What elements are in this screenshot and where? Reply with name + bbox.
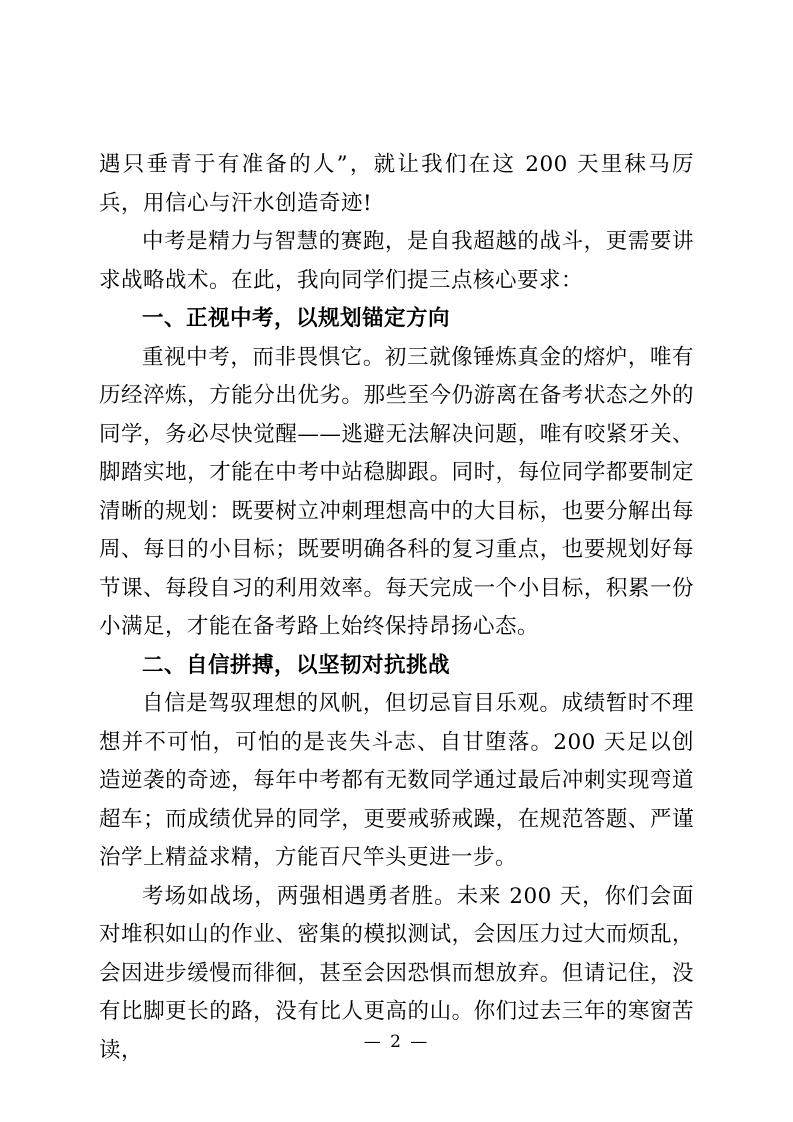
section-heading: 二、自信拼搏，以坚韧对抗挑战 — [142, 652, 451, 678]
paragraph: 考场如战场，两强相遇勇者胜。未来 200 天，你们会面对堆积如山的作业、密集的模拟测试，会因压力过大而烦乱，会因进步缓慢而徘徊，甚至会因恐惧而想放弃。但请记住，没有比脚更长的路，没有比人更高的山。你们过去三年的寒窗苦读， — [99, 883, 694, 1063]
page-number: — 2 — — [363, 1032, 430, 1052]
paragraph: 重视中考，而非畏惧它。初三就像锤炼真金的熔炉，唯有历经淬炼，方能分出优劣。那些至今仍游离在备考状态之外的同学，务必尽快觉醒——逃避无法解决问题，唯有咬紧牙关、脚踏实地，才能在中考中站稳脚跟。同时，每位同学都要制定清晰的规划：既要树立冲刺理想高中的大目标，也要分解出每周、每日的小目标；既要明确各科的复习重点，也要规划好每节课、每段自习的利用效率。每天完成一个小目标，积累一份小满足，才能在备考路上始终保持昂扬心态。 — [99, 344, 694, 639]
paragraph: 自信是驾驭理想的风帆，但切忌盲目乐观。成绩暂时不理想并不可怕，可怕的是丧失斗志、自甘堕落。200 天足以创造逆袭的奇迹，每年中考都有无数同学通过最后冲刺实现弯道超车；而成绩优异的同学，更要戒骄戒躁，在规范答题、严谨治学上精益求精，方能百尺竿头更进一步。 — [99, 691, 694, 870]
paragraph: 遇只垂青于有准备的人”，就让我们在这 200 天里秣马厉兵，用信心与汗水创造奇迹! — [99, 152, 694, 216]
section-heading: 一、正视中考，以规划锚定方向 — [142, 306, 451, 331]
paragraph: 中考是精力与智慧的赛跑，是自我超越的战斗，更需要讲求战略战术。在此，我向同学们提三点核心要求： — [99, 229, 694, 293]
document-body — [99, 146, 694, 1070]
